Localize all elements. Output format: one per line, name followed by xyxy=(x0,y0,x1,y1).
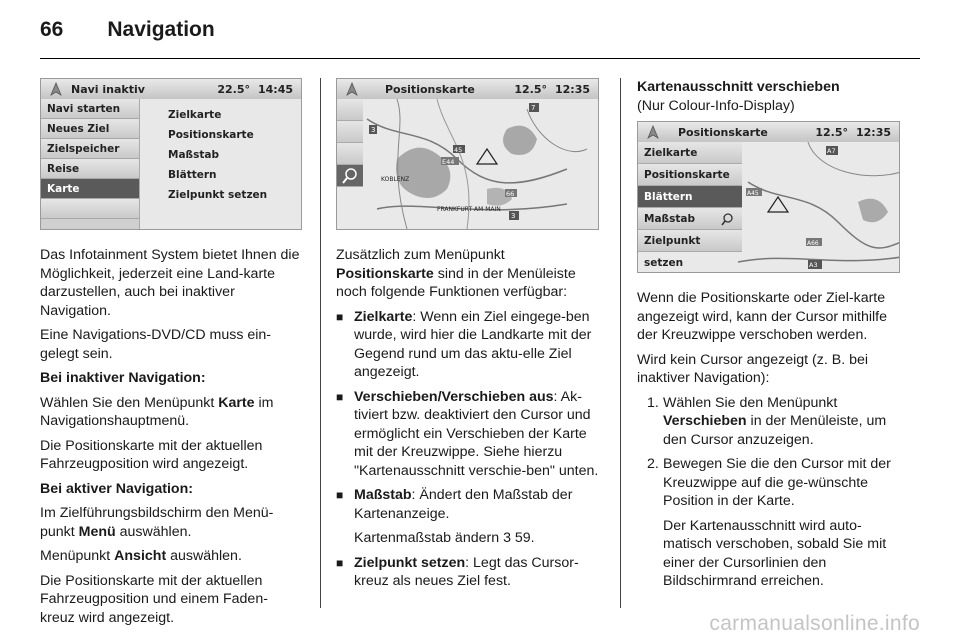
position-map-screenshot xyxy=(336,78,599,230)
svg-text:66: 66 xyxy=(506,190,515,198)
step-item: 2. Bewegen Sie die den Cursor mit der Kreuzwippe auf die ge-wünschte Position in der Karte. Der Kartenausschnitt wird auto-matisch verschoben, sobald Sie mit einer der Cursorlinien den Bildschirmrand erreichen. xyxy=(649,455,905,591)
menu-item-selected: Karte xyxy=(41,179,139,199)
clock: 12:35 xyxy=(554,82,590,96)
column-3 xyxy=(637,78,905,597)
step-note: Der Kartenausschnitt wird auto-matisch verschoben, sobald Sie mit einer der Cursorlinien den Bildschirmrand erreichen. xyxy=(663,517,887,589)
temperature: 22.5° xyxy=(217,82,250,96)
list-item: ■ Zielkarte: Wenn ein Ziel eingege-ben wurde, wird hier die Landkarte mit der Gegend rund um das aktu-elle Ziel angezeigt. xyxy=(336,308,604,382)
navigation-arrow-icon xyxy=(345,82,359,96)
menu-item: Navi starten xyxy=(41,99,139,119)
side-button xyxy=(337,143,363,165)
submenu-item: Maßstab xyxy=(168,149,219,161)
screen-title: Positionskarte xyxy=(678,125,768,139)
map-overlay-menu xyxy=(638,142,742,269)
column-1 xyxy=(40,78,302,633)
overlay-menu-item: Zielpunkt setzen xyxy=(638,230,742,252)
step-item: 1. Wählen Sie den Menüpunkt Verschieben in der Menüleiste, um den Cursor anzuzeigen. xyxy=(647,394,887,448)
main-menu-list xyxy=(41,99,139,229)
map-scroll-screenshot xyxy=(637,121,900,273)
svg-text:A7: A7 xyxy=(827,147,836,155)
svg-text:3: 3 xyxy=(371,126,376,134)
paragraph: Wenn die Positionskarte oder Ziel-karte angezeigt wird, kann der Cursor mithilfe der Kreuzwippe verschoben werden. xyxy=(637,290,887,343)
map-view xyxy=(337,99,598,229)
svg-text:KOBLENZ: KOBLENZ xyxy=(381,176,410,183)
zoom-button xyxy=(337,165,363,187)
paragraph: Eine Navigations-DVD/CD muss ein-gelegt sein. xyxy=(40,327,272,362)
clock: 14:45 xyxy=(257,82,293,96)
page-number: 66 xyxy=(40,18,64,41)
submenu-item: Zielpunkt setzen xyxy=(168,189,268,201)
temperature: 12.5° xyxy=(514,82,547,96)
paragraph: Das Infotainment System bietet Ihnen die Möglichkeit, jederzeit eine Land-karte darzustellen, auch bei inaktiver Navigation. xyxy=(40,247,300,319)
section-subtitle: (Nur Colour-Info-Display) xyxy=(637,97,795,114)
navigation-arrow-icon xyxy=(646,125,660,139)
overlay-menu-item: Maßstab xyxy=(638,208,742,230)
page-header xyxy=(40,18,215,42)
vehicle-position-marker xyxy=(477,149,497,164)
submenu-item: Zielkarte xyxy=(168,109,222,121)
zoom-icon xyxy=(337,165,363,187)
side-button xyxy=(337,121,363,143)
map-side-buttons xyxy=(337,99,363,187)
cursor-marker xyxy=(768,197,788,212)
screen-title-bar xyxy=(337,79,598,99)
navi-menu-screenshot xyxy=(40,78,302,230)
svg-text:A3: A3 xyxy=(809,261,818,269)
watermark: carmanualsonline.info xyxy=(709,612,920,635)
cross-reference: Kartenmaßstab ändern 3 59. xyxy=(354,530,535,546)
screen-title-bar xyxy=(41,79,301,99)
menu-item: Neues Ziel xyxy=(41,119,139,139)
submenu-list xyxy=(139,99,301,229)
menu-item xyxy=(41,199,139,219)
submenu-item: Positionskarte xyxy=(168,129,254,141)
temperature: 12.5° xyxy=(815,125,848,139)
paragraph: Die Positionskarte mit der aktuellen Fahrzeugposition und einem Faden-kreuz wird angezeigt. xyxy=(40,572,268,626)
column-divider xyxy=(620,78,621,608)
side-button xyxy=(337,99,363,121)
svg-text:3: 3 xyxy=(511,212,516,220)
paragraph: Wird kein Cursor angezeigt (z. B. bei inaktiver Navigation): xyxy=(637,351,869,386)
svg-text:A66: A66 xyxy=(807,240,819,247)
paragraph: Wählen Sie den Menüpunkt Karte im Navigationshauptmenü. xyxy=(40,394,274,429)
screen-title: Positionskarte xyxy=(385,82,475,96)
svg-text:E44: E44 xyxy=(442,158,455,166)
svg-text:A45: A45 xyxy=(747,190,759,197)
column-2 xyxy=(336,78,604,597)
subheading: Bei aktiver Navigation: xyxy=(40,480,193,497)
paragraph: Menüpunkt Ansicht auswählen. xyxy=(40,548,242,564)
paragraph: Die Positionskarte mit der aktuellen Fahrzeugposition wird angezeigt. xyxy=(40,437,263,472)
function-list xyxy=(336,308,604,591)
menu-item: Reise xyxy=(41,159,139,179)
list-item: ■ Zielpunkt setzen: Legt das Cursor-kreuz als neues Ziel fest. xyxy=(336,554,604,591)
paragraph: Im Zielführungsbildschirm den Menü-punkt Menü auswählen. xyxy=(40,505,274,540)
subheading: Bei inaktiver Navigation: xyxy=(40,370,206,386)
steps-list xyxy=(637,394,905,591)
menu-item: Zielspeicher xyxy=(41,139,139,159)
column-divider xyxy=(320,78,321,608)
svg-text:FRANKFURT AM MAIN: FRANKFURT AM MAIN xyxy=(437,206,501,213)
header-rule xyxy=(40,58,920,59)
page-title: Navigation xyxy=(107,18,215,41)
map-graphic xyxy=(337,99,599,230)
list-item: ■ Verschieben/Verschieben aus: Ak-tiviert bzw. deaktiviert den Cursor und ermöglicht ein Verschieben der Karte mit der Kreuzwippe. Siehe hierzu "Kartenausschnitt verschie-ben" unten. xyxy=(336,388,604,481)
svg-text:45: 45 xyxy=(454,146,463,154)
navigation-arrow-icon xyxy=(49,82,63,96)
section-heading: Kartenausschnitt verschieben xyxy=(637,79,840,95)
overlay-menu-item: Zielkarte xyxy=(638,142,742,164)
list-item: ■ Maßstab: Ändert den Maßstab der Kartenanzeige. Kartenmaßstab ändern 3 59. xyxy=(336,486,604,548)
overlay-menu-item: Positionskarte xyxy=(638,164,742,186)
svg-text:7: 7 xyxy=(531,104,536,112)
paragraph: Zusätzlich zum Menüpunkt Positionskarte sind in der Menüleiste noch folgende Funktionen verfügbar: xyxy=(336,247,576,300)
screen-title: Navi inaktiv xyxy=(71,82,145,96)
submenu-item: Blättern xyxy=(168,169,217,181)
overlay-menu-item-selected: Blättern xyxy=(638,186,742,208)
zoom-icon xyxy=(720,212,734,226)
screen-title-bar xyxy=(638,122,899,142)
clock: 12:35 xyxy=(855,125,891,139)
